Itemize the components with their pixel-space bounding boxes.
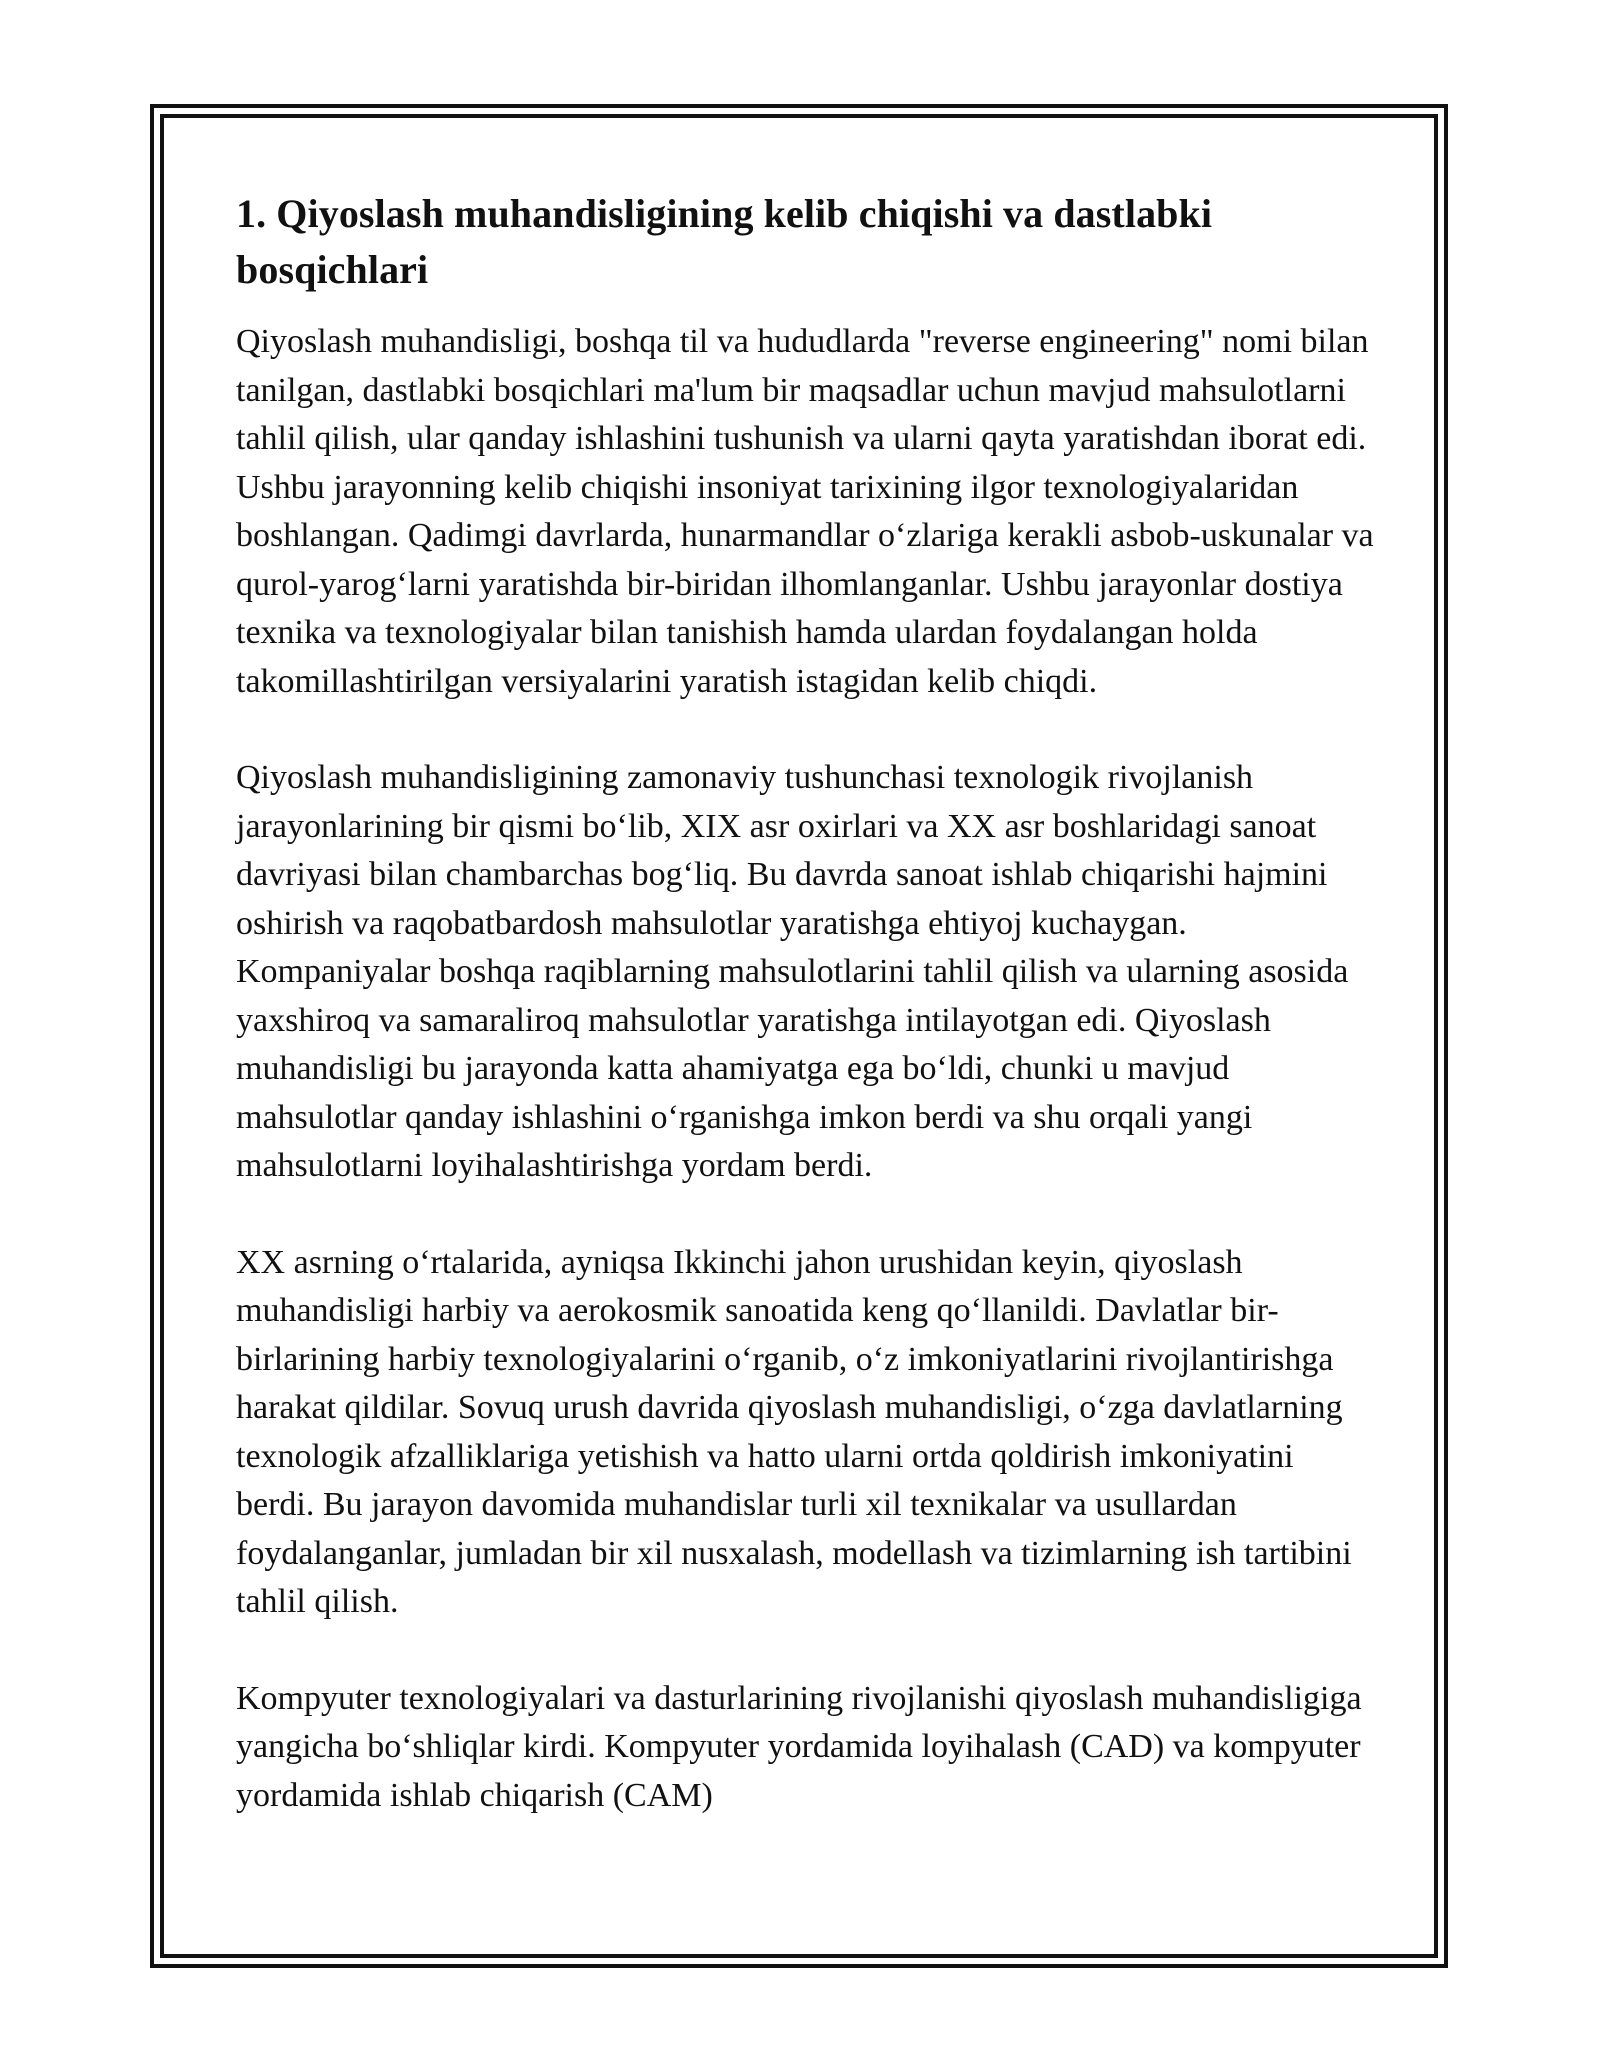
paragraph-3: XX asrning oʻrtalarida, ayniqsa Ikkinchi jahon urushidan keyin, qiyoslash muhandisligi harbiy va aerokosmik sanoatida keng qoʻllanildi. Davlatlar bir-birlarining harbiy texnologiyalarini oʻrganib, oʻz imkoniyatlarini rivojlantirishga harakat qildilar. Sovuq urush davrida qiyoslash muhandisligi, oʻzga davlatlarning texnologik afzalliklariga yetishish va hatto ularni ortda qoldirish imkoniyatini berdi. Bu jarayon davomida muhandislar turli xil texnikalar va usullardan foydalanganlar, jumladan bir xil nusxalash, modellash va tizimlarning ish tartibini tahlil qilish. — [236, 1243, 1352, 1620]
paragraph-2: Qiyoslash muhandisligining zamonaviy tushunchasi texnologik rivojlanish jarayonlarining bir qismi boʻlib, XIX asr oxirlari va XX asr boshlaridagi sanoat davriyasi bilan chambarchas bogʻliq. Bu davrda sanoat ishlab chiqarishi hajmini oshirish va raqobatbardosh mahsulotlar yaratishga ehtiyoj kuchaygan. Kompaniyalar boshqa raqiblarning mahsulotlarini tahlil qilish va ularning asosida yaxshiroq va samaraliroq mahsulotlar yaratishga intilayotgan edi. Qiyoslash muhandisligi bu jarayonda katta ahamiyatga ega boʻldi, chunki u mavjud mahsulotlar qanday ishlashini oʻrganishga imkon berdi va shu orqali yangi mahsulotlarni loyihalashtirishga yordam berdi. — [236, 759, 1349, 1184]
paragraph-4: Kompyuter texnologiyalari va dasturlarining rivojlanishi qiyoslash muhandisligiga yangicha boʻshliqlar kirdi. Kompyuter yordamida loyihalash (CAD) va kompyuter yordamida ishlab chiqarish (CAM) — [236, 1679, 1362, 1814]
paragraph-1: Qiyoslash muhandisligi, boshqa til va hududlarda "reverse engineering" nomi bilan tanilgan, dastlabki bosqichlari ma'lum bir maqsadlar uchun mavjud mahsulotlarni tahlil qilish, ular qanday ishlashini tushunish va ularni qayta yaratishdan iborat edi. Ushbu jarayonning kelib chiqishi insoniyat tarixining ilgor texnologiyalaridan boshlangan. Qadimgi davrlarda, hunarmandlar oʻzlariga kerakli asbob-uskunalar va qurol-yarogʻlarni yaratishda bir-biridan ilhomlanganlar. Ushbu jarayonlar dostiya texnika va texnologiyalar bilan tanishish hamda ulardan foydalangan holda takomillashtirilgan versiyalarini yaratish istagidan kelib chiqdi. — [236, 323, 1374, 700]
section-heading: 1. Qiyoslash muhandisligining kelib chiqishi va dastlabki bosqichlari — [236, 191, 1213, 292]
document-body — [236, 186, 1376, 1820]
